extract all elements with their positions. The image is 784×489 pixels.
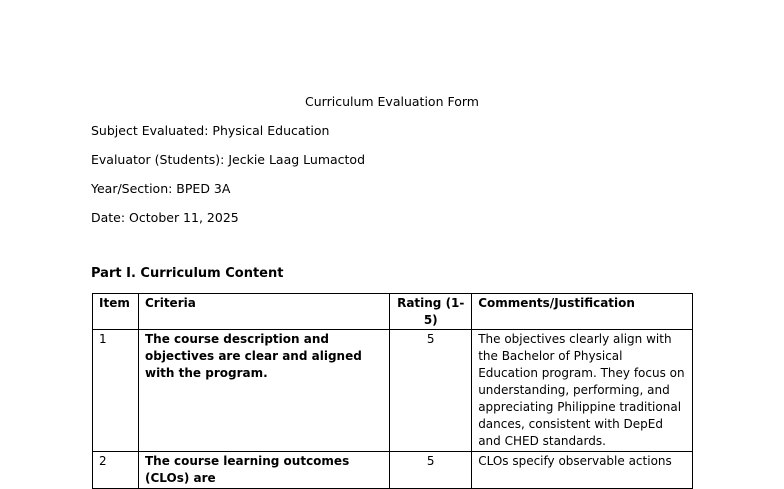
row-comment: CLOs specify observable actions <box>472 452 693 489</box>
table-row <box>93 330 693 452</box>
evaluation-table <box>92 293 693 489</box>
header-item: Item <box>93 294 139 330</box>
evaluator-line: Evaluator (Students): Jeckie Laag Lumactod <box>91 152 366 167</box>
header-comments: Comments/Justification <box>472 294 693 330</box>
row-rating: 5 <box>390 330 472 452</box>
header-criteria: Criteria <box>138 294 389 330</box>
row-item: 2 <box>93 452 139 489</box>
section-heading: Part I. Curriculum Content <box>91 266 284 281</box>
row-comment: The objectives clearly align with the Bachelor of Physical Education program. They focus on understanding, performing, and appreciating Philippine traditional dances, consistent with DepEd and CHED standards. <box>472 330 693 452</box>
date-line: Date: October 11, 2025 <box>91 210 239 225</box>
row-item: 1 <box>93 330 139 452</box>
row-criteria: The course description and objectives are clear and aligned with the program. <box>138 330 389 452</box>
year-section-line: Year/Section: BPED 3A <box>91 181 231 196</box>
header-rating: Rating (1-5) <box>390 294 472 330</box>
table-header-row <box>93 294 693 330</box>
row-rating: 5 <box>390 452 472 489</box>
row-criteria: The course learning outcomes (CLOs) are <box>138 452 389 489</box>
subject-evaluated: Subject Evaluated: Physical Education <box>91 123 330 138</box>
form-title: Curriculum Evaluation Form <box>305 94 479 109</box>
table-row <box>93 452 693 489</box>
